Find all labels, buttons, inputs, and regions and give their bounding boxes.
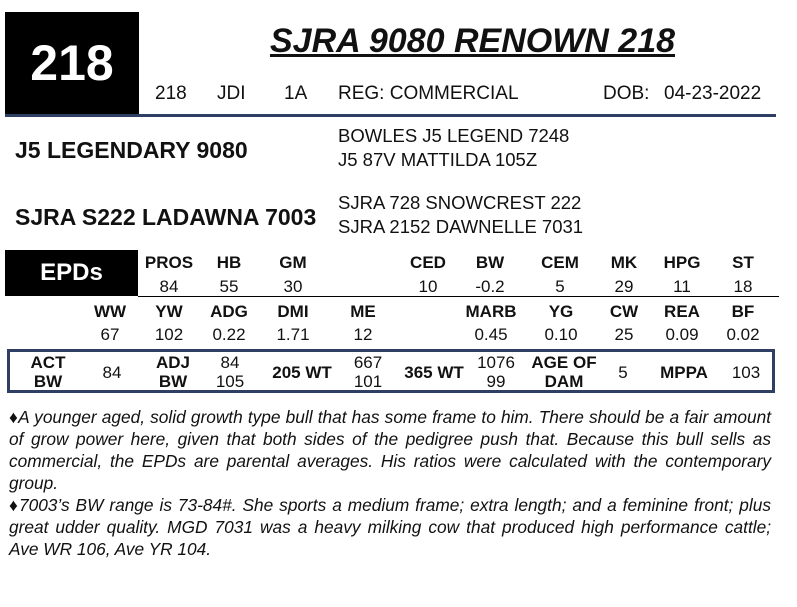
tag-number: 218 [155, 83, 187, 104]
lot-number: 218 [30, 35, 114, 91]
comments [9, 406, 771, 560]
epd-value: 25 [614, 325, 634, 344]
epd-value: 0.02 [726, 325, 760, 344]
header-divider [5, 114, 776, 117]
epd-value: 10 [418, 277, 438, 296]
age-of-dam-label: AGE OF DAM [531, 353, 597, 391]
epd-header: ADG [210, 302, 248, 321]
adj-bw-label: ADJ BW [155, 353, 190, 391]
epds-label-box [5, 250, 138, 296]
epd-value: 55 [219, 277, 239, 296]
epd-value: 0.09 [665, 325, 699, 344]
wt365-value: 1076 [477, 353, 515, 372]
epd-value: 67 [100, 325, 120, 344]
sire-sire: BOWLES J5 LEGEND 7248 [338, 125, 570, 146]
sire-name: J5 LEGENDARY 9080 [15, 137, 248, 163]
epd-header: MARB [465, 302, 517, 321]
epd-value: 1.71 [276, 325, 310, 344]
epd-value: 12 [353, 325, 373, 344]
wt205-value: 667 [353, 353, 383, 372]
epd-header: HB [216, 253, 242, 272]
mppa-label: MPPA [660, 363, 708, 382]
registration: REG: COMMERCIAL [338, 83, 519, 104]
epd-value: 29 [614, 277, 634, 296]
epds-label: EPDs [40, 259, 103, 286]
epd-header: PROS [144, 253, 194, 272]
act-bw-label: ACT BW [30, 353, 66, 391]
animal-code: 1A [284, 83, 308, 104]
animal-name-title: SJRA 9080 RENOWN 218 [270, 22, 676, 60]
epd-header: CEM [541, 253, 579, 272]
dam-pedigree [338, 191, 583, 239]
epd-header: HPG [663, 253, 701, 272]
sire-dam: J5 87V MATTILDA 105Z [338, 149, 538, 170]
epd-header: GM [279, 253, 307, 272]
epd-value: 84 [159, 277, 179, 296]
epd-value: 5 [555, 277, 565, 296]
epd-header: DMI [277, 302, 309, 321]
sire-pedigree [338, 124, 569, 172]
epd-value: 11 [673, 277, 691, 296]
epd-value: 18 [733, 277, 753, 296]
mppa-value: 103 [731, 363, 761, 382]
owner-code: JDI [217, 83, 246, 104]
dob-value: 04-23-2022 [664, 83, 762, 104]
lot-number-box [5, 12, 139, 114]
comment-paragraph: ♦7003’s BW range is 73-84#. She sports a medium frame; extra length; and a feminine front; plus great udder quality. MGD 7031 was a heavy milking cow that produced high performance cattle; Ave WR 106, Ave YR 104. [9, 495, 771, 559]
wt365-ratio: 99 [486, 372, 506, 391]
epd-value: -0.2 [475, 277, 505, 296]
act-bw-value: 84 [102, 363, 122, 382]
epd-header: MK [610, 253, 638, 272]
wt205-label: 205 WT [272, 363, 332, 382]
dam-name: SJRA S222 LADAWNA 7003 [15, 204, 317, 230]
epd-header: BF [731, 302, 755, 321]
epd-header: WW [93, 302, 127, 321]
adj-bw-value: 84 [220, 353, 240, 372]
performance-box [7, 349, 775, 393]
dob-label: DOB: [603, 83, 650, 104]
epd-header: YG [548, 302, 574, 321]
comment-paragraph: ♦A younger aged, solid growth type bull that has some frame to him. There should be a fair amount of grow power here, given that both sides of the pedigree push that. Because this bull sells as commercial, the EPDs are parental averages. His ratios were calculated with the contemporary group. [9, 407, 771, 493]
age-of-dam-value: 5 [618, 363, 628, 382]
epd-header: CED [410, 253, 446, 272]
epd-header: ST [732, 253, 754, 272]
epd-value: 0.22 [212, 325, 246, 344]
epd-header: ME [350, 302, 376, 321]
epd-value: 30 [283, 277, 303, 296]
epd-header: REA [664, 302, 700, 321]
dam-dam: SJRA 2152 DAWNELLE 7031 [338, 216, 584, 237]
epd-header: CW [609, 302, 639, 321]
dam-sire: SJRA 728 SNOWCREST 222 [338, 192, 582, 213]
epd-header: BW [475, 253, 505, 272]
wt365-label: 365 WT [404, 363, 464, 382]
adj-bw-ratio: 105 [215, 372, 245, 391]
epd-value: 0.45 [474, 325, 508, 344]
wt205-ratio: 101 [353, 372, 383, 391]
epd-value: 0.10 [544, 325, 578, 344]
epd-value: 102 [154, 325, 184, 344]
epd-header: YW [155, 302, 183, 321]
